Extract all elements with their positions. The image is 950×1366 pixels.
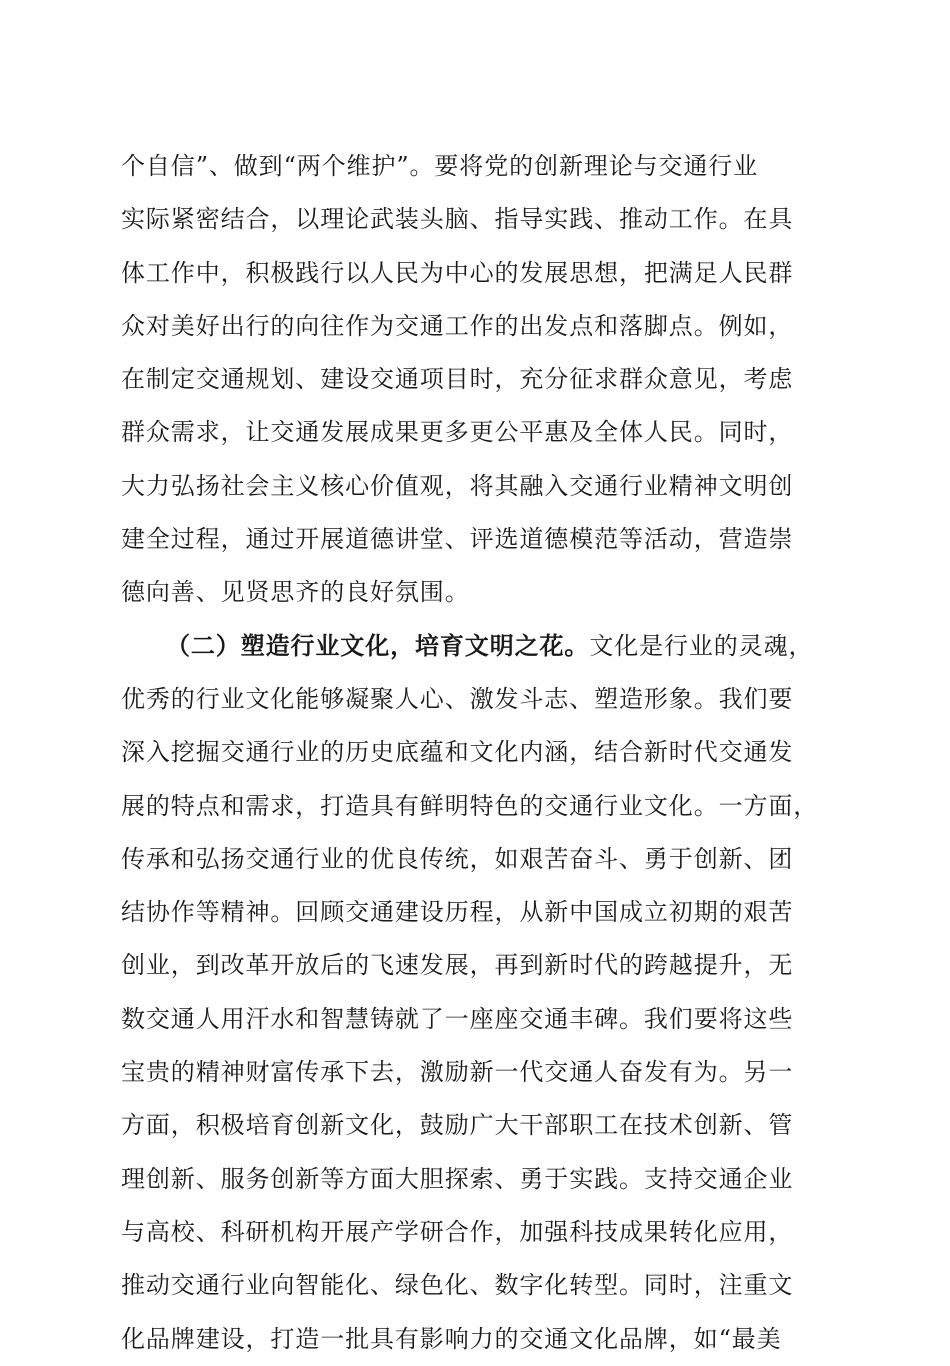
text-line: 结协作等精神。回顾交通建设历程，从新中国成立初期的艰苦	[121, 898, 794, 927]
text-line: 推动交通行业向智能化、绿色化、数字化转型。同时，注重文	[121, 1271, 794, 1300]
text-line: 个自信”、做到“两个维护”。要将党的创新理论与交通行业	[121, 152, 759, 180]
text-line: 方面，积极培育创新文化，鼓励广大干部职工在技术创新、管	[121, 1111, 794, 1140]
text-line: 数交通人用汗水和智慧铸就了一座座交通丰碑。我们要将这些	[121, 1004, 794, 1033]
text-line: 创业，到改革开放后的飞速发展，再到新时代的跨越提升，无	[121, 951, 794, 980]
text-line: 传承和弘扬交通行业的优良传统，如艰苦奋斗、勇于创新、团	[121, 844, 794, 873]
text-line-first	[121, 620, 841, 673]
paragraph-2	[121, 620, 841, 1366]
text-line: 德向善、见贤思齐的良好氛围。	[121, 578, 470, 607]
text-line: 与高校、科研机构开展产学研合作，加强科技成果转化应用，	[121, 1217, 794, 1246]
text-line: 化品牌建设，打造一批具有影响力的交通文化品牌，如“最美	[121, 1324, 782, 1353]
text-line: 众对美好出行的向往作为交通工作的出发点和落脚点。例如，	[121, 311, 794, 340]
text-line: 建全过程，通过开展道德讲堂、评选道德模范等活动，营造崇	[121, 525, 794, 554]
text-span: 文化是行业的灵魂，	[589, 631, 814, 660]
paragraph-1	[121, 140, 841, 620]
text-line: 在制定交通规划、建设交通项目时，充分征求群众意见，考虑	[121, 365, 794, 394]
text-line: 实际紧密结合，以理论武装头脑、指导实践、推动工作。在具	[121, 205, 794, 234]
document-body	[121, 140, 841, 1366]
text-line: 大力弘扬社会主义核心价值观，将其融入交通行业精神文明创	[121, 471, 794, 500]
text-line: 优秀的行业文化能够凝聚人心、激发斗志、塑造形象。我们要	[121, 684, 794, 713]
text-line: 深入挖掘交通行业的历史底蕴和文化内涵，结合新时代交通发	[121, 738, 794, 767]
text-line: 宝贵的精神财富传承下去，激励新一代交通人奋发有为。另一	[121, 1058, 794, 1087]
text-line: 展的特点和需求，打造具有鲜明特色的交通行业文化。一方面，	[121, 791, 819, 820]
section-heading: （二）塑造行业文化，培育文明之花。	[166, 631, 590, 660]
text-line: 群众需求，让交通发展成果更多更公平惠及全体人民。同时，	[121, 418, 794, 447]
text-line: 理创新、服务创新等方面大胆探索、勇于实践。支持交通企业	[121, 1164, 794, 1193]
text-line: 体工作中，积极践行以人民为中心的发展思想，把满足人民群	[121, 258, 794, 287]
